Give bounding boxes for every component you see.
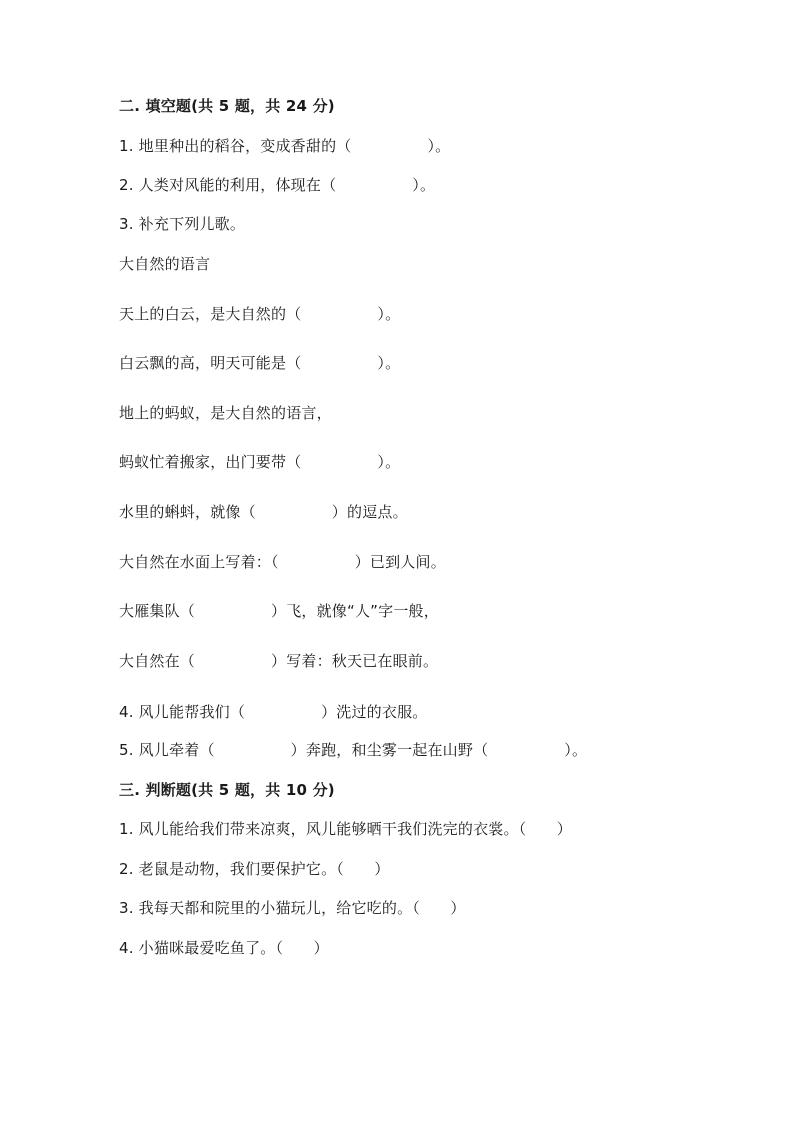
poem-line: 蚂蚁忙着搬家，出门要带（ ）。 (119, 453, 401, 471)
poem-line: 白云飘的高，明天可能是（ ）。 (119, 354, 401, 372)
poem-line: 地上的蚂蚁，是大自然的语言， (119, 404, 332, 422)
poem-line: 水里的蝌蚪，就像（ ）的逗点。 (119, 503, 408, 521)
question-2-5: 5. 风儿牵着（ ）奔跑，和尘雾一起在山野（ ）。 (119, 741, 588, 759)
question-3-4: 4. 小猫咪最爱吃鱼了。（ ） (119, 939, 329, 957)
poem-line: 大雁集队（ ）飞，就像“人”字一般， (119, 602, 439, 620)
question-2-2: 2. 人类对风能的利用，体现在（ ）。 (119, 176, 436, 194)
question-3-3: 3. 我每天都和院里的小猫玩儿，给它吃的。（ ） (119, 899, 466, 917)
poem-title: 大自然的语言 (119, 255, 211, 273)
question-2-3: 3. 补充下列儿歌。 (119, 215, 246, 233)
poem-line: 大自然在（ ）写着：秋天已在眼前。 (119, 652, 439, 670)
section-heading-fill-in: 二. 填空题(共 5 题，共 24 分) (119, 97, 335, 115)
question-2-4: 4. 风儿能帮我们（ ）洗过的衣服。 (119, 703, 428, 721)
poem-line: 天上的白云，是大自然的（ ）。 (119, 305, 401, 323)
section-heading-true-false: 三. 判断题(共 5 题，共 10 分) (119, 781, 335, 799)
question-3-2: 2. 老鼠是动物，我们要保护它。（ ） (119, 860, 390, 878)
question-3-1: 1. 风儿能给我们带来凉爽，风儿能够晒干我们洗完的衣裳。（ ） (119, 820, 572, 838)
question-2-1: 1. 地里种出的稻谷，变成香甜的（ ）。 (119, 137, 451, 155)
poem-line: 大自然在水面上写着：（ ）已到人间。 (119, 553, 446, 571)
